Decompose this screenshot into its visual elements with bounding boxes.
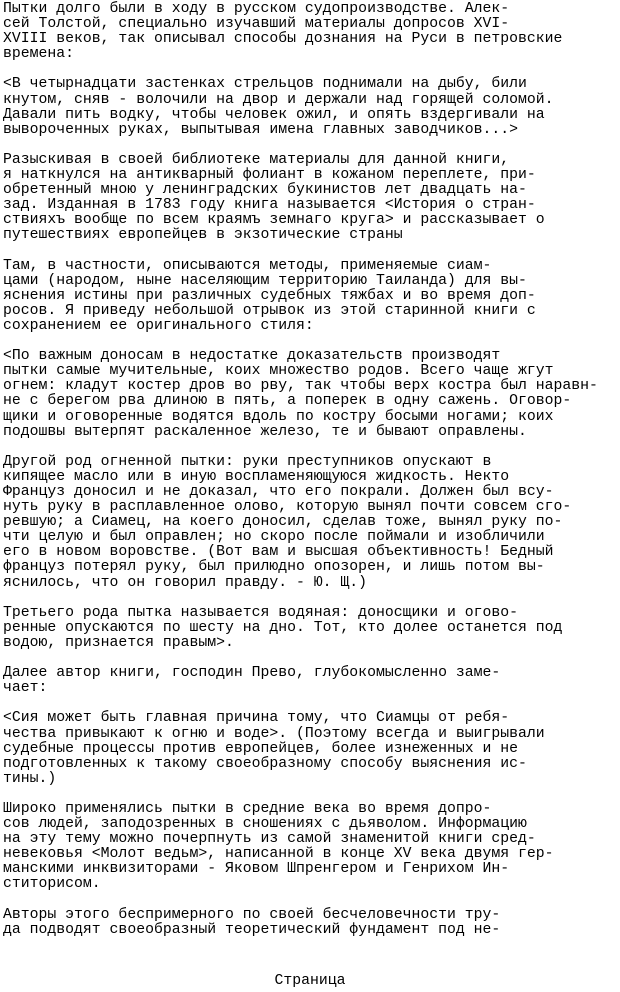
text-line: обретенный мною у ленинградских букинистов лет двадцать на- <box>3 182 527 199</box>
text-line: француз потерял руку, был прилюдно опозорен, и лишь потом вы- <box>3 559 545 576</box>
text-line: да подводят своеобразный теоретический фундамент под не- <box>3 921 501 938</box>
text-line: кнутом, сняв - волочили на двор и держали над горящей соломой. <box>3 91 554 108</box>
text-line: Далее автор книги, господин Прево, глубокомысленно заме- <box>3 665 501 682</box>
text-line: пытки самые мучительные, коих множество родов. Всего чаще жгут <box>3 363 554 380</box>
paragraph <box>3 2 620 62</box>
text-line: ствияхъ вообще по всем краямъ земнаго круга> и рассказывает о <box>3 212 545 229</box>
text-line: <По важным доносам в недостатке доказательств производят <box>3 348 501 365</box>
text-line: я наткнулся на антикварный фолиант в кожаном переплете, при- <box>3 167 536 184</box>
text-line: цами (народом, ныне населяющим территорию Таиланда) для вы- <box>3 272 527 289</box>
text-line: ститорисом. <box>3 876 101 893</box>
text-line: Третьего рода пытка называется водяная: доносщики и огово- <box>3 604 519 621</box>
text-line: Француз доносил и не доказал, что его покрали. Должен был всу- <box>3 484 554 500</box>
paragraph <box>3 711 620 786</box>
text-line: чти целую и был оправлен; но скоро после поймали и изобличили <box>3 529 545 546</box>
text-line: росов. Я приведу небольшой отрывок из этой старинной книги с <box>3 302 536 319</box>
text-line: <Сия может быть главная причина тому, что Сиамцы от ребя- <box>3 710 510 727</box>
text-line: сей Толстой, специально изучавший материалы допросов XVI- <box>3 16 510 33</box>
text-line: сов людей, заподозренных в сношениях с дьяволом. Информацию <box>3 816 527 833</box>
text-line: водою, признается правым>. <box>3 634 234 651</box>
page-footer <box>0 974 620 989</box>
paragraph <box>3 606 620 651</box>
paragraph <box>3 908 620 938</box>
text-line: вывороченных руках, выпытывая имена главных заводчиков...> <box>3 121 519 138</box>
text-line: нуть руку в расплавленное олово, которую вынял почти совсем сго- <box>3 499 572 516</box>
text-line: тины.) <box>3 770 57 787</box>
text-line: Другой род огненной пытки: руки преступников опускают в <box>3 453 492 470</box>
text-line: Давали пить водку, чтобы человек ожил, и опять вздергивали на <box>3 106 545 123</box>
paragraph <box>3 802 620 893</box>
text-line: Авторы этого беспримерного по своей бесчеловечности тру- <box>3 906 501 923</box>
text-line: чает: <box>3 680 48 697</box>
text-line: судебные процессы против европейцев, более изнеженных и не <box>3 740 519 757</box>
text-line: яснилось, что он говорил правду. - Ю. Щ.) <box>3 574 368 591</box>
paragraph <box>3 259 620 334</box>
text-line: <В четырнадцати застенках стрельцов поднимали на дыбу, били <box>3 76 527 93</box>
text-line: манскими инквизиторами - Яковом Шпренгером и Генрихом Ин- <box>3 861 510 878</box>
text-line: ренные опускаются по шесту на дно. Тот, кто долее останется под <box>3 619 563 636</box>
text-line: невековья <Молот ведьм>, написанной в конце XV века двумя гер- <box>3 846 554 863</box>
text-line: яснения истины при различных судебных тяжбах и во время доп- <box>3 287 536 304</box>
text-line: Там, в частности, описываются методы, применяемые сиам- <box>3 257 492 274</box>
text-line: зад. Изданная в 1783 году книга называется <История о стран- <box>3 197 536 214</box>
text-line: Разыскивая в своей библиотеке материалы для данной книги, <box>3 151 510 168</box>
text-line: времена: <box>3 46 75 63</box>
page-label: Страница <box>274 973 346 989</box>
text-line: Широко применялись пытки в средние века во время допро- <box>3 800 492 817</box>
text-line: путешествиях европейцев в экзотические страны <box>3 227 403 244</box>
text-line: кипящее масло или в иную воспламеняющуюся жидкость. Некто <box>3 468 510 485</box>
text-line: не с берегом рва длиною в пять, а поперек в одну сажень. Оговор- <box>3 393 572 410</box>
paragraph <box>3 666 620 696</box>
paragraph <box>3 455 620 591</box>
document-body <box>3 2 620 953</box>
text-line: подошвы вытерпят раскаленное железо, те и бывают оправлены. <box>3 423 527 440</box>
text-line: на эту тему можно почерпнуть из самой знаменитой книги сред- <box>3 831 536 848</box>
paragraph <box>3 349 620 440</box>
text-line: щики и оговоренные водятся вдоль по костру босыми ногами; коих <box>3 408 554 425</box>
text-line: ревшую; а Сиамец, на коего доносил, сделав тоже, вынял руку по- <box>3 514 563 531</box>
text-line: XVIII веков, так описывал способы дознания на Руси в петровские <box>3 31 563 48</box>
text-line: его в новом воровстве. (Вот вам и высшая объективность! Бедный <box>3 544 554 561</box>
text-line: огнем: кладут костер дров во рву, так чтобы верх костра был наравн- <box>3 378 598 395</box>
paragraph <box>3 153 620 244</box>
text-line: сохранением ее оригинального стиля: <box>3 317 314 334</box>
paragraph <box>3 77 620 137</box>
text-line: Пытки долго были в ходу в русском судопроизводстве. Алек- <box>3 1 510 17</box>
text-line: чества привыкают к огню и воде>. (Поэтому всегда и выигрывали <box>3 725 545 742</box>
text-line: подготовленных к такому своеобразному способу выяснения ис- <box>3 755 527 772</box>
